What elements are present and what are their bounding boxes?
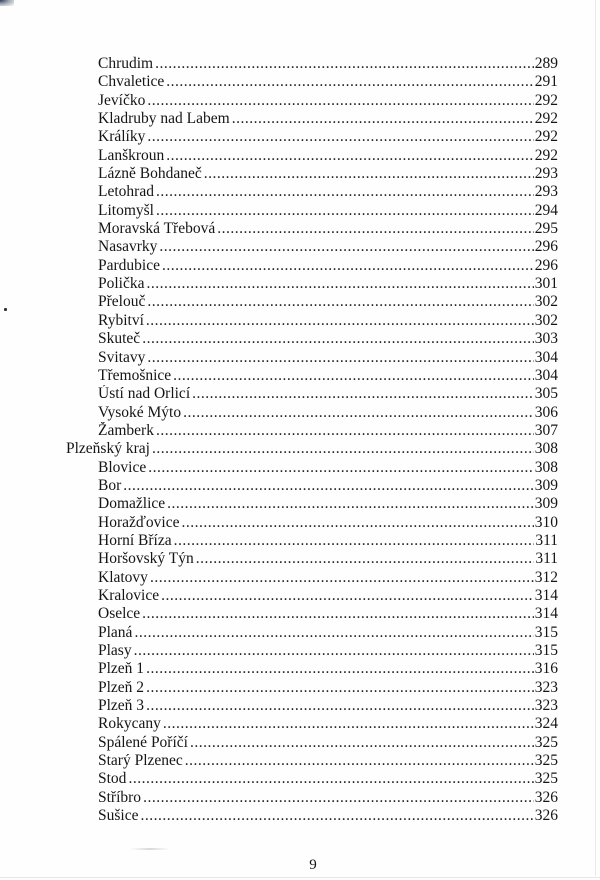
toc-entry-page-number: 292 (534, 128, 558, 146)
toc-entry (0, 165, 600, 183)
toc-entry-page-number: 325 (534, 770, 558, 788)
toc-entry (0, 55, 600, 73)
dot-leader (147, 275, 534, 293)
toc-entry-line (98, 514, 558, 532)
toc-entry (0, 514, 600, 532)
toc-entry-page-number: 306 (534, 403, 558, 421)
toc-entry-page-number: 295 (534, 220, 558, 238)
toc-entry-title: Blovice (98, 458, 147, 476)
toc-entry-line (98, 587, 558, 605)
toc-entry-page-number: 309 (534, 476, 558, 494)
toc-entry-page-number: 292 (534, 110, 558, 128)
toc-entry-page-number: 296 (534, 238, 558, 256)
toc-entry (0, 128, 600, 146)
dot-leader (147, 293, 533, 311)
dot-leader (146, 312, 534, 330)
page-bottom-edge (0, 877, 600, 878)
dot-leader (161, 587, 534, 605)
toc-entry (0, 770, 600, 788)
dot-leader (140, 807, 533, 825)
toc-entry-page-number: 325 (534, 733, 558, 751)
toc-entry-line (98, 734, 558, 752)
toc-entry-page-number: 324 (534, 715, 558, 733)
toc-entry-title: Polička (98, 275, 145, 293)
toc-entry (0, 73, 600, 91)
dot-leader (166, 73, 533, 91)
toc-entry-title: Svitavy (98, 348, 146, 366)
toc-entry (0, 789, 600, 807)
toc-entry-line (98, 642, 558, 660)
dot-leader (142, 605, 534, 623)
toc-entry-page-number: 292 (534, 146, 558, 164)
toc-entry-line (98, 789, 558, 807)
dot-leader (147, 349, 533, 367)
toc-entry-title: Planá (98, 623, 133, 641)
toc-entry-page-number: 312 (534, 568, 558, 586)
toc-entry-page-number: 296 (534, 256, 558, 274)
toc-entry (0, 110, 600, 128)
toc-entry-title: Třemošnice (98, 366, 172, 384)
dot-leader (156, 202, 534, 220)
toc-entry-line (98, 293, 558, 311)
scan-smudge (130, 848, 170, 850)
toc-entry-line (98, 624, 558, 642)
toc-entry (0, 183, 600, 201)
toc-entry (0, 734, 600, 752)
toc-entry-line (98, 605, 558, 623)
toc-section-heading (0, 440, 600, 458)
dot-leader (190, 734, 534, 752)
toc-entry (0, 330, 600, 348)
toc-entry-title: Chrudim (98, 55, 154, 72)
toc-entry (0, 495, 600, 513)
toc-entry-title: Přelouč (98, 293, 146, 311)
toc-entry-title: Kladruby nad Labem (98, 110, 230, 128)
toc-entry-title: Plzeň 2 (98, 678, 145, 696)
toc-entry-line (98, 73, 558, 91)
toc-entry-title: Skuteč (98, 330, 141, 348)
toc-entry-line (98, 752, 558, 770)
toc-entry-page-number: 291 (534, 73, 558, 91)
toc-entry (0, 147, 600, 165)
page-number: 9 (309, 857, 317, 873)
toc-entry-page-number: 305 (534, 385, 558, 403)
toc-entry (0, 697, 600, 715)
toc-entry-title: Oselce (98, 605, 141, 623)
toc-entry-title: Stod (98, 770, 127, 788)
dot-leader (143, 789, 534, 807)
toc-entry-page-number: 311 (535, 531, 558, 549)
toc-entry-title: Horní Bříza (98, 531, 172, 549)
dot-leader (185, 752, 534, 770)
toc-entry (0, 715, 600, 733)
toc-entry-line (98, 349, 558, 367)
toc-entry-page-number: 315 (534, 623, 558, 641)
toc-entry-line (98, 679, 558, 697)
toc-entry-line (98, 128, 558, 146)
toc-entry (0, 459, 600, 477)
dot-leader (167, 495, 534, 513)
toc-entry-title: Jevíčko (98, 91, 146, 109)
toc-entry-line (98, 422, 558, 440)
toc-entry (0, 807, 600, 825)
dot-leader (174, 532, 535, 550)
toc-entry-page-number: 314 (534, 605, 558, 623)
toc-entry (0, 312, 600, 330)
dot-leader (148, 459, 534, 477)
toc-entry-page-number: 303 (534, 330, 558, 348)
toc-entry-line (98, 312, 558, 330)
toc-entry-page-number: 310 (534, 513, 558, 531)
toc-entry-line (98, 770, 558, 788)
toc-entry-page-number: 294 (534, 201, 558, 219)
toc-entry-line (98, 459, 558, 477)
toc-entry-title: Klatovy (98, 568, 148, 586)
toc-entry-title: Kralovice (98, 586, 160, 604)
dot-leader (181, 514, 533, 532)
toc-entry-page-number: 302 (534, 293, 558, 311)
dot-leader (204, 165, 534, 183)
toc-entry-title: Lázně Bohdaneč (98, 165, 202, 183)
toc-entry-page-number: 323 (534, 678, 558, 696)
dot-leader (173, 367, 534, 385)
toc-entry-title: Horšovský Týn (98, 550, 194, 568)
toc-entry-page-number: 316 (534, 660, 558, 678)
toc-entry-line (66, 440, 558, 458)
dot-leader (142, 330, 534, 348)
toc-entry-title: Spálené Poříčí (98, 733, 188, 751)
toc-entry-page-number: 308 (534, 440, 558, 458)
toc-entry (0, 587, 600, 605)
dot-leader (146, 660, 534, 678)
dot-leader (156, 183, 534, 201)
dot-leader (159, 238, 533, 256)
toc-entry-title: Chvaletice (98, 73, 165, 91)
table-of-contents (0, 55, 600, 825)
toc-entry-line (98, 147, 558, 165)
toc-entry-page-number: 309 (534, 495, 558, 513)
toc-entry (0, 752, 600, 770)
toc-entry-title: Rokycany (98, 715, 161, 733)
dot-leader (163, 715, 534, 733)
dot-leader (183, 404, 534, 422)
toc-entry-page-number: 292 (534, 91, 558, 109)
toc-entry (0, 92, 600, 110)
toc-entry-page-number: 304 (534, 348, 558, 366)
toc-entry-page-number: 304 (534, 366, 558, 384)
toc-entry-line (98, 477, 558, 495)
toc-entry (0, 367, 600, 385)
toc-entry-title: Plzeňský kraj (66, 440, 150, 458)
toc-entry-line (98, 715, 558, 733)
dot-leader (232, 110, 534, 128)
toc-entry-line (98, 495, 558, 513)
dot-leader (156, 422, 534, 440)
dot-leader (150, 569, 534, 587)
toc-entry-title: Nasavrky (98, 238, 158, 256)
toc-entry-line (98, 275, 558, 293)
toc-entry-page-number: 323 (534, 697, 558, 715)
toc-entry-page-number: 293 (534, 165, 558, 183)
toc-entry (0, 532, 600, 550)
toc-entry-line (98, 532, 558, 550)
toc-entry-line (98, 55, 558, 73)
dot-leader (192, 385, 534, 403)
toc-entry-title: Vysoké Mýto (98, 403, 182, 421)
toc-entry (0, 238, 600, 256)
toc-entry (0, 404, 600, 422)
toc-entry-page-number: 326 (534, 807, 558, 825)
dot-leader (134, 642, 534, 660)
toc-entry (0, 385, 600, 403)
dot-leader (123, 477, 534, 495)
toc-entry-page-number: 308 (534, 458, 558, 476)
dot-leader (162, 257, 534, 275)
toc-entry-line (98, 330, 558, 348)
toc-entry (0, 550, 600, 568)
toc-entry-line (98, 807, 558, 825)
toc-entry-line (98, 385, 558, 403)
toc-entry (0, 624, 600, 642)
toc-entry-line (98, 660, 558, 678)
toc-entry-page-number: 307 (534, 421, 558, 439)
dot-leader (155, 55, 534, 73)
toc-entry (0, 220, 600, 238)
toc-entry (0, 257, 600, 275)
toc-entry-title: Plzeň 3 (98, 697, 145, 715)
toc-entry-title: Rybitví (98, 311, 144, 329)
dot-leader (128, 770, 533, 788)
toc-entry-title: Stříbro (98, 788, 142, 806)
toc-entry (0, 569, 600, 587)
toc-entry-line (98, 404, 558, 422)
toc-entry-line (98, 183, 558, 201)
toc-entry-page-number: 302 (534, 311, 558, 329)
dot-leader (152, 440, 534, 458)
toc-entry-title: Litomyšl (98, 201, 154, 219)
toc-entry-page-number: 326 (534, 788, 558, 806)
toc-entry (0, 679, 600, 697)
toc-entry-page-number: 314 (534, 586, 558, 604)
dot-leader (146, 697, 534, 715)
toc-entry-line (98, 697, 558, 715)
dot-leader (146, 679, 534, 697)
toc-entry (0, 202, 600, 220)
toc-entry-page-number: 293 (534, 183, 558, 201)
toc-entry (0, 642, 600, 660)
dot-leader (147, 128, 533, 146)
toc-entry-title: Ústí nad Orlicí (98, 385, 191, 403)
toc-entry (0, 477, 600, 495)
dot-leader (166, 147, 533, 165)
toc-entry-page-number: 311 (535, 550, 558, 568)
toc-entry (0, 275, 600, 293)
toc-entry-title: Domažlice (98, 495, 166, 513)
toc-entry-page-number: 325 (534, 752, 558, 770)
dot-leader (217, 220, 534, 238)
toc-entry-line (98, 202, 558, 220)
toc-entry-title: Sušice (98, 807, 139, 825)
dot-leader (147, 92, 533, 110)
dot-leader (134, 624, 533, 642)
toc-entry-title: Moravská Třebová (98, 220, 216, 238)
toc-entry-title: Letohrad (98, 183, 154, 201)
toc-entry-page-number: 315 (534, 642, 558, 659)
toc-entry (0, 605, 600, 623)
toc-entry-title: Plasy (98, 642, 132, 659)
toc-entry (0, 293, 600, 311)
toc-entry-title: Pardubice (98, 256, 160, 274)
toc-entry-title: Žamberk (98, 421, 154, 439)
toc-entry-line (98, 238, 558, 256)
toc-entry-line (98, 550, 558, 568)
toc-entry (0, 349, 600, 367)
toc-entry-line (98, 569, 558, 587)
toc-entry-page-number: 301 (534, 275, 558, 293)
toc-entry-title: Starý Plzenec (98, 752, 183, 770)
toc-entry-line (98, 165, 558, 183)
toc-entry (0, 660, 600, 678)
toc-entry (0, 422, 600, 440)
toc-entry-title: Lanškroun (98, 146, 165, 164)
toc-entry-line (98, 92, 558, 110)
toc-entry-line (98, 257, 558, 275)
toc-entry-line (98, 220, 558, 238)
toc-entry-title: Plzeň 1 (98, 660, 145, 678)
toc-entry-line (98, 367, 558, 385)
scan-corner-shadow (0, 0, 14, 6)
toc-entry-page-number: 289 (534, 55, 558, 72)
dot-leader (196, 550, 535, 568)
toc-entry-title: Králíky (98, 128, 146, 146)
toc-entry-title: Horažďovice (98, 513, 180, 531)
toc-entry-title: Bor (98, 476, 122, 494)
toc-entry-line (98, 110, 558, 128)
